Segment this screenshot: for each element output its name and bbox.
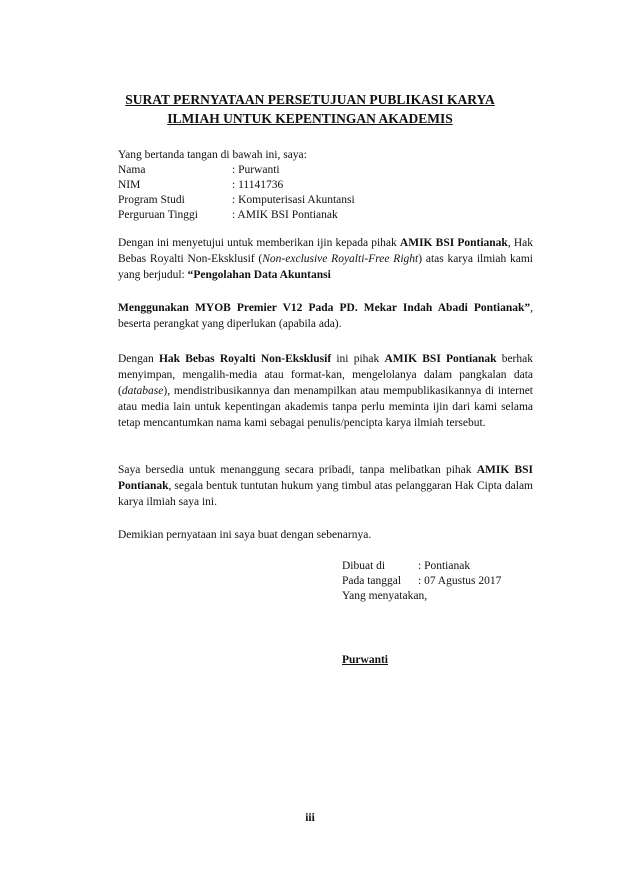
- p2-title-end: Menggunakan MYOB Premier V12 Pada PD. Mekar Indah Abadi Pontianak”: [118, 302, 531, 314]
- identity-row: [118, 178, 355, 193]
- identity-value: : 11141736: [232, 179, 284, 191]
- date-value: : 07 Agustus 2017: [418, 575, 502, 587]
- closing-statement: Demikian pernyataan ini saya buat dengan sebenarnya.: [118, 529, 372, 541]
- p3-text-e: berhak menyimpan, mengalih-media atau format-kan, mengelolanya dalam pangkalan data (: [118, 353, 533, 397]
- declarant-text: Yang menyatakan,: [342, 590, 428, 602]
- p4-institution: AMIK BSI Pontianak: [118, 464, 533, 492]
- p1-text-e: ) atas karya ilmiah kami yang berjudul:: [118, 253, 533, 281]
- identity-value: : Purwanti: [232, 164, 280, 176]
- identity-row: [118, 163, 355, 178]
- p2-text-b: , beserta perangkat yang diperlukan (apabila ada).: [118, 302, 533, 330]
- identity-label: NIM: [118, 179, 141, 191]
- date-label: Pada tanggal: [342, 575, 402, 587]
- identity-value: : AMIK BSI Pontianak: [232, 209, 338, 221]
- declarant-row: [342, 589, 501, 604]
- p3-text-c: ini pihak: [331, 353, 385, 365]
- title-line-2: ILMIAH UNTUK KEPENTINGAN AKADEMIS: [167, 111, 453, 126]
- identity-block: [118, 148, 355, 223]
- intro-text: Yang bertanda tangan di bawah ini, saya:: [118, 149, 307, 161]
- document-title: [100, 90, 520, 128]
- title-line-1: SURAT PERNYATAAN PERSETUJUAN PUBLIKASI KARYA: [125, 92, 495, 107]
- identity-row: [118, 193, 355, 208]
- p3-institution: AMIK BSI Pontianak: [384, 353, 497, 365]
- identity-row: [118, 208, 355, 223]
- identity-label: Program Studi: [118, 194, 185, 206]
- p4-text-c: , segala bentuk tuntutan hukum yang timbul atas pelanggaran Hak Cipta dalam karya ilmiah saya ini.: [118, 480, 533, 508]
- place-label: Dibuat di: [342, 560, 386, 572]
- paragraph-rights: [118, 351, 533, 431]
- date-row: [342, 574, 501, 589]
- p3-text-g: ), mendistribusikannya dan menampilkan atau mempublikasikannya di internet atau media lain untuk kepentingan akademis tanpa perlu meminta ijin dari kami selama tetap mencantumkan nama kami sebagai penulis/pencipta karya ilmiah tersebut.: [118, 385, 533, 429]
- p1-text-c: , Hak Bebas Royalti Non-Eksklusif (: [118, 237, 534, 265]
- page-number: iii: [305, 812, 315, 824]
- identity-label: Perguruan Tinggi: [118, 209, 198, 221]
- intro-line: [118, 148, 355, 163]
- p1-title-start: “Pengolahan Data Akuntansi: [187, 269, 331, 281]
- p4-text-a: Saya bersedia untuk menanggung secara pribadi, tanpa melibatkan pihak: [118, 464, 477, 476]
- p1-license-term: Non-exclusive Royalti-Free Right: [262, 253, 419, 265]
- identity-label: Nama: [118, 164, 146, 176]
- paragraph-title-cont: [118, 300, 533, 332]
- p1-institution: AMIK BSI Pontianak: [399, 237, 508, 249]
- p3-database: database: [121, 385, 164, 397]
- p3-text-a: Dengan: [118, 353, 159, 365]
- place-row: [342, 559, 501, 574]
- signature-block: [342, 559, 501, 604]
- signer-name: Purwanti: [342, 654, 388, 666]
- identity-value: : Komputerisasi Akuntansi: [232, 194, 355, 206]
- place-value: : Pontianak: [418, 560, 471, 572]
- paragraph-liability: [118, 462, 533, 510]
- paragraph-consent: [118, 235, 533, 283]
- p1-text-a: Dengan ini menyetujui untuk memberikan ijin kepada pihak: [118, 237, 400, 249]
- p3-license: Hak Bebas Royalti Non-Eksklusif: [158, 353, 332, 365]
